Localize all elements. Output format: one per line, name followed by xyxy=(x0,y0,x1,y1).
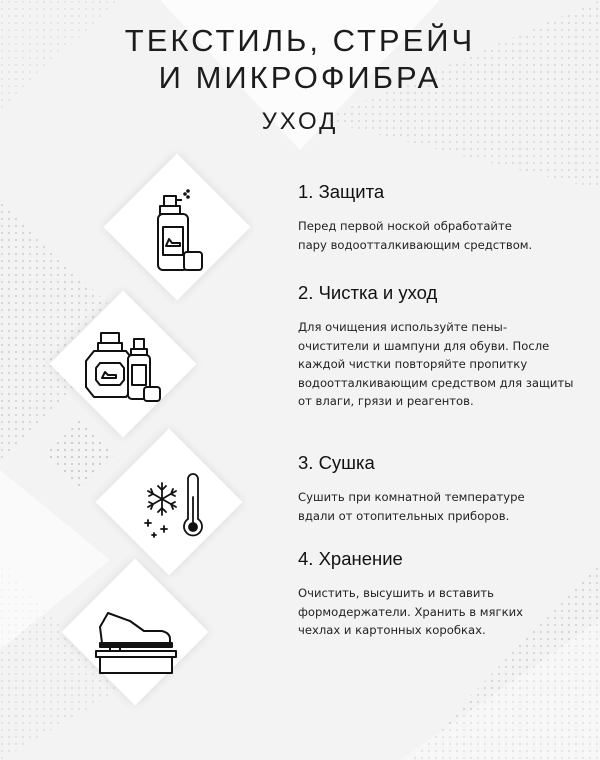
step-3 xyxy=(298,452,588,525)
page-title-line-2: И МИКРОФИБРА xyxy=(158,60,442,95)
step-1-text: Перед первой ноской обработайте пару водоотталкивающим средством. xyxy=(298,219,533,252)
page-title-line-1: ТЕКСТИЛЬ, СТРЕЙЧ xyxy=(124,23,476,58)
step-1 xyxy=(298,181,588,254)
step-3-heading: 3. Сушка xyxy=(298,452,375,473)
step-1-heading: 1. Защита xyxy=(298,181,385,202)
step-2-text: Для очищения используйте пены-очистители и шампуни для обуви. После каждой чистки повторяйте пропитку водоотталкивающим средством для защиты от влаги, грязи и реагентов. xyxy=(298,320,574,409)
step-2 xyxy=(298,282,588,411)
cleaning-products-icon xyxy=(68,309,178,419)
shoe-box-icon xyxy=(80,577,190,687)
step-4 xyxy=(298,548,588,640)
step-2-heading: 2. Чистка и уход xyxy=(298,282,438,303)
step-4-text: Очистить, высушить и вставить формодержатели. Хранить в мягких чехлах и картонных коробках. xyxy=(298,586,523,638)
spray-bottle-icon xyxy=(122,172,232,282)
step-3-text: Сушить при комнатной температуре вдали от отопительных приборов. xyxy=(298,490,525,523)
page-subtitle: УХОД xyxy=(261,108,339,135)
snowflake-thermometer-icon xyxy=(114,447,224,557)
step-4-heading: 4. Хранение xyxy=(298,548,403,569)
